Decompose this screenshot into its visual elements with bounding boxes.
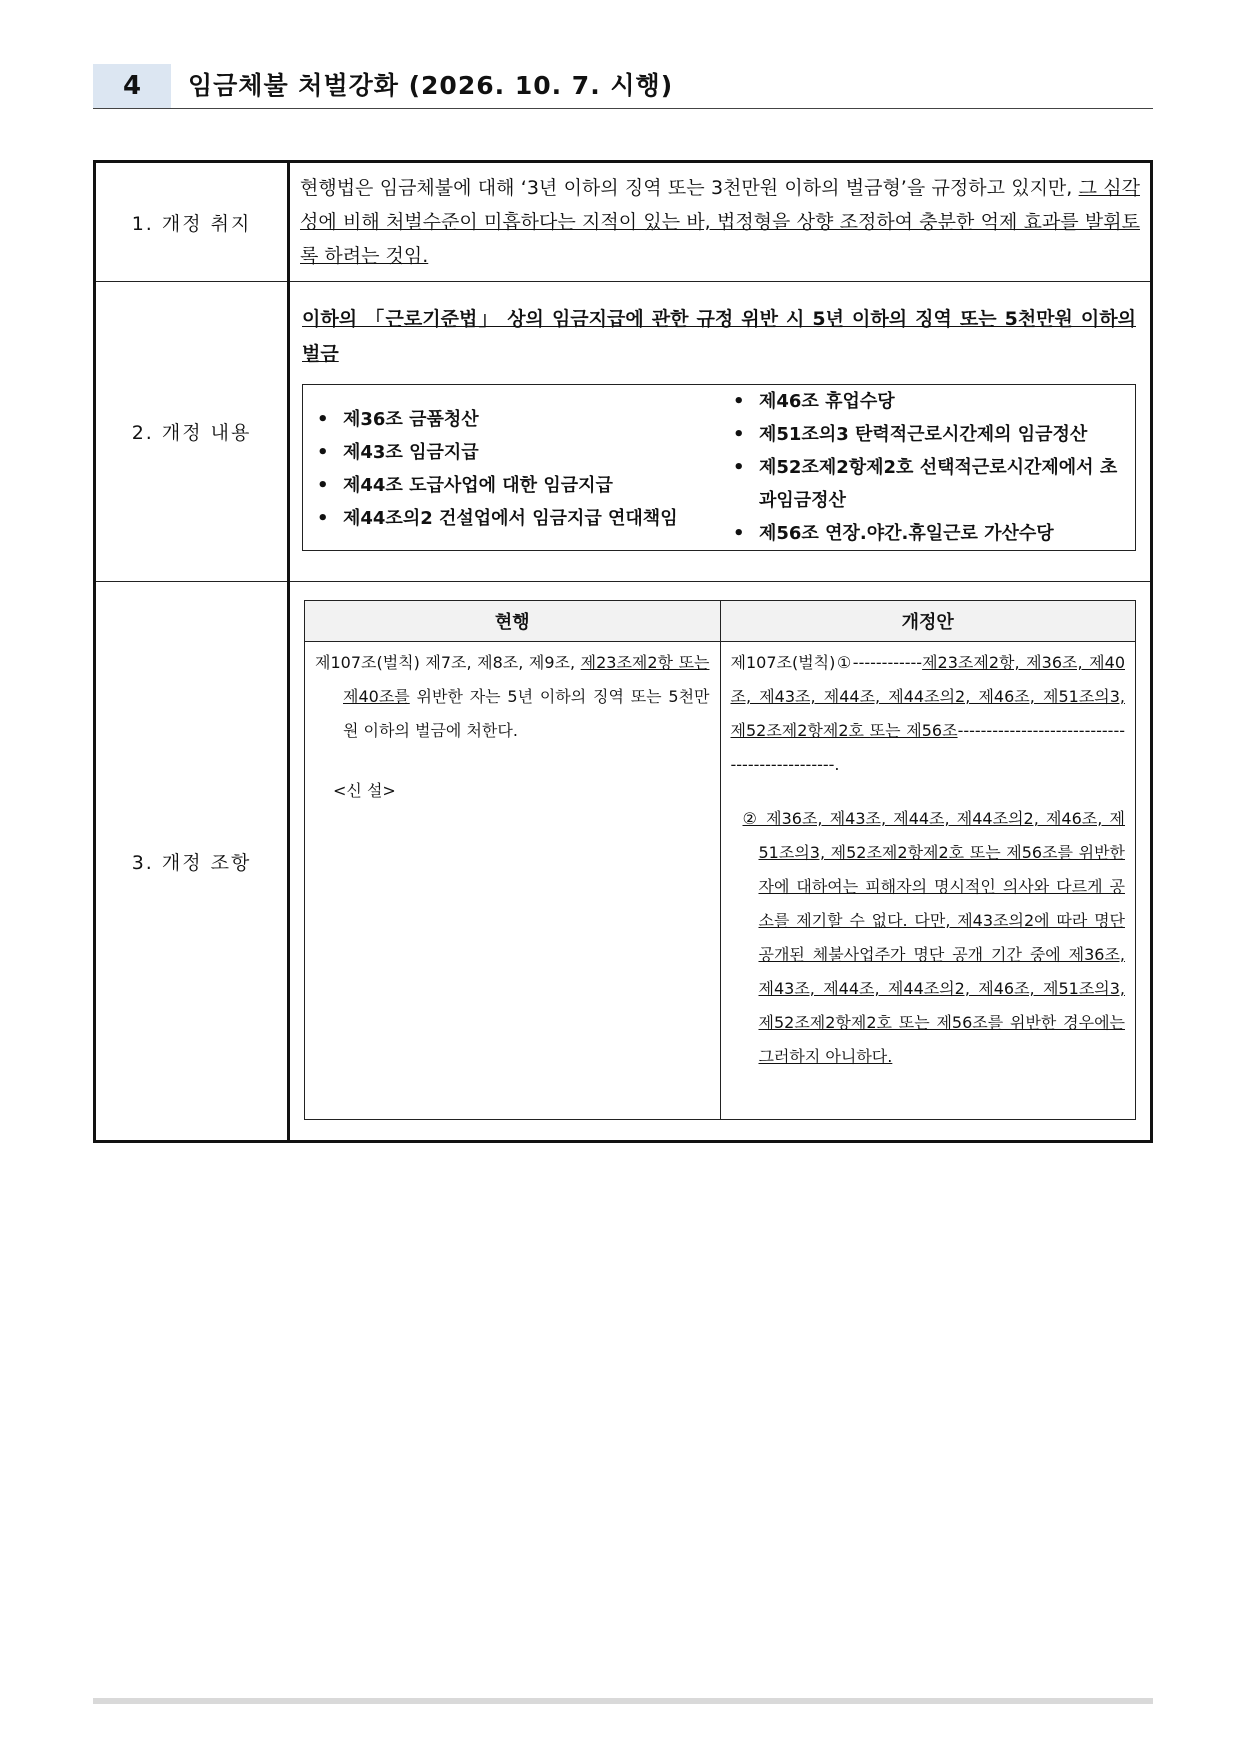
provisions-right	[719, 385, 1135, 550]
purpose-underlined: 그 심각성에 비해 처벌수준이 미흡하다는 지적이 있는 바, 법정형을 상향 조정하여 충분한 억제 효과를 발휘토록 하려는 것임.	[300, 177, 1140, 267]
content-cell	[289, 282, 1152, 582]
label-purpose: 1. 개정 취지	[95, 162, 289, 282]
page-header	[93, 64, 1153, 109]
page-title: 임금체불 처벌강화 (2026. 10. 7. 시행)	[188, 71, 674, 100]
provision-left-item: • 제44조 도급사업에 대한 임금지급	[303, 469, 679, 502]
col-amended-header: 개정안	[720, 601, 1136, 642]
comparison-table	[304, 600, 1136, 1120]
summary-table	[93, 160, 1153, 1143]
content-headline: 이하의 「근로기준법」 상의 임금지급에 관한 규정 위반 시 5년 이하의 징역 또는 5천만원 이하의 벌금	[302, 308, 1136, 365]
amended-law-cell	[720, 642, 1136, 1120]
articles-cell	[289, 582, 1152, 1142]
provision-right-item: • 제46조 휴업수당	[719, 385, 1125, 418]
section-number: 4	[93, 64, 171, 108]
row-content	[95, 282, 1152, 582]
current-article-107: 제107조(벌칙) 제7조, 제8조, 제9조, 제23조제2항 또는 제40조를 위반한 자는 5년 이하의 징역 또는 5천만원 이하의 벌금에 처한다.	[315, 653, 710, 740]
label-content: 2. 개정 내용	[95, 282, 289, 582]
purpose-cell	[289, 162, 1152, 282]
row-purpose	[95, 162, 1152, 282]
row-articles	[95, 582, 1152, 1142]
label-articles: 3. 개정 조항	[95, 582, 289, 1142]
provision-right-item: • 제56조 연장.야간.휴일근로 가산수당	[719, 517, 1125, 550]
new-provision-note: <신 설>	[333, 781, 396, 800]
provision-right-item: • 제52조제2항제2호 선택적근로시간제에서 초과임금정산	[719, 451, 1125, 517]
provision-right-item: • 제51조의3 탄력적근로시간제의 임금정산	[719, 418, 1125, 451]
amended-article-107-2: ② 제36조, 제43조, 제44조, 제44조의2, 제46조, 제51조의3, 제52조제2항제2호 또는 제56조를 위반한 자에 대하여는 피해자의 명시적인 의사와 다르게 공소를 제기할 수 없다. 다만, 제43조의2에 따라 명단 공개된 체불사업주가 명단 공개 기간 중에 제36조, 제43조, 제44조, 제44조의2, 제46조, 제51조의3, 제52조제2항제2호 또는 제56조를 위반한 경우에는 그러하지 아니하다.	[742, 809, 1125, 1066]
current-law-cell	[305, 642, 721, 1120]
purpose-text: 현행법은 임금체불에 대해 ‘3년 이하의 징역 또는 3천만원 이하의 벌금형’을 규정하고 있지만, 그 심각성에 비해 처벌수준이 미흡하다는 지적이 있는 바, 법정형을 상향 조정하여 충분한 억제 효과를 발휘토록 하려는 것임.	[300, 177, 1140, 267]
provision-left-item: • 제44조의2 건설업에서 임금지급 연대책임	[303, 502, 679, 535]
col-current-header: 현행	[305, 601, 721, 642]
amended-article-107-1: 제107조(벌칙)①------------제23조제2항, 제36조, 제40조, 제43조, 제44조, 제44조의2, 제46조, 제51조의3, 제52조제2항제2호 또는 제56조-----------------------------------------------.	[730, 653, 1125, 774]
provisions-box	[302, 384, 1136, 551]
provision-left-item: • 제43조 임금지급	[303, 436, 679, 469]
provisions-left	[303, 385, 719, 550]
footer-bar	[93, 1698, 1153, 1704]
provision-left-item: • 제36조 금품청산	[303, 403, 679, 436]
